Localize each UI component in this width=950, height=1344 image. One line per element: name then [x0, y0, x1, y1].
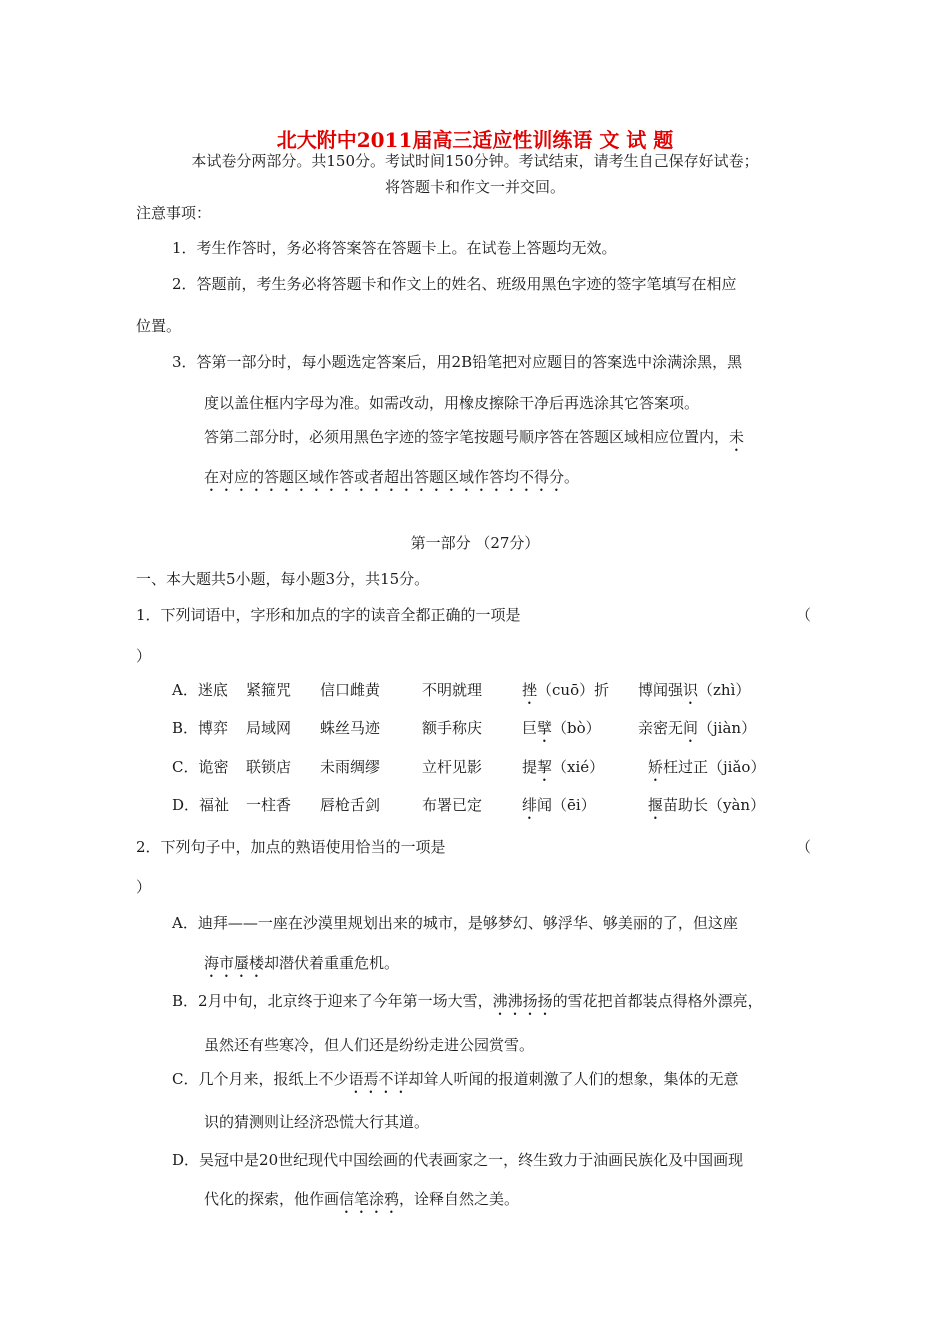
- answer-bracket-open: （: [796, 606, 812, 624]
- sentence-rest: ，诠释自然之美。: [399, 1190, 520, 1208]
- option-label: A．迷底: [172, 681, 228, 699]
- option-word-rest: 苗助长（yàn）: [663, 796, 766, 814]
- option-word-rest: 枉过正（jiǎo）: [663, 758, 766, 776]
- question-2-option-c-line-1: [172, 1069, 739, 1097]
- emphasis-dot-text: 绯: [522, 796, 538, 814]
- emphasis-dot-text: 挈: [537, 758, 553, 776]
- option-word: [522, 680, 609, 708]
- option-label: B．博弈: [172, 719, 229, 737]
- option-word: [522, 718, 601, 746]
- option-word-part: 博闻强: [638, 681, 684, 699]
- note-item-2-line-2: 位置。: [136, 317, 182, 335]
- sentence-rest: 却耸人听闻的报道刺激了人们的想象，集体的无意: [408, 1070, 739, 1088]
- option-word: 一柱香: [246, 796, 292, 814]
- note-item-3-line-3-text: 答第二部分时，必须用黑色字迹的签字笔按题号顺序答在答题区域相应位置内，: [204, 428, 730, 446]
- emphasis-dot-text: 沸沸扬扬: [492, 992, 553, 1010]
- emphasis-dot-text: 揠: [648, 796, 664, 814]
- option-label: C．诡密: [172, 758, 229, 776]
- option-word-rest: （jiàn）: [698, 719, 757, 737]
- question-2-option-c-line-2: 识的猜测则让经济恐慌大行其道。: [204, 1113, 430, 1131]
- option-word: [648, 795, 765, 823]
- period: 。: [564, 468, 580, 486]
- note-item-3-line-4: [204, 467, 579, 495]
- option-word: 联锁店: [246, 758, 292, 776]
- question-2-stem: 2．下列句子中，加点的熟语使用恰当的一项是: [136, 838, 446, 856]
- answer-bracket-close: ）: [136, 647, 152, 665]
- sentence-rest: 却潜伏着重重危机。: [264, 954, 400, 972]
- emphasis-dot-text: 语焉不详: [348, 1070, 409, 1088]
- option-word-part: 提: [522, 758, 538, 776]
- option-word: 未雨绸缪: [320, 758, 381, 776]
- emphasis-dot-text: 间: [683, 719, 699, 737]
- emphasis-dot-text: 未: [729, 428, 745, 446]
- option-word: [638, 718, 756, 746]
- option-word-rest: （zhì）: [698, 681, 751, 699]
- option-word: [522, 757, 604, 785]
- intro-line-2: 将答题卡和作文一并交回。: [384, 178, 565, 196]
- question-2-option-d-line-2: [204, 1189, 519, 1217]
- question-1-stem: 1．下列词语中，字形和加点的字的读音全都正确的一项是: [136, 606, 521, 624]
- question-2-option-d-line-1: D．吴冠中是20世纪现代中国绘画的代表画家之一，终生致力于油画民族化及中国画现: [172, 1151, 744, 1169]
- note-item-3-line-1: 3．答第一部分时，每小题选定答案后，用2B铅笔把对应题目的答案选中涂满涂黑，黑: [172, 353, 743, 371]
- section-heading: 一、本大题共5小题，每小题3分，共15分。: [136, 570, 430, 588]
- sentence-part: 代化的探索，他作画: [204, 1190, 340, 1208]
- emphasis-dot-text: 擘: [537, 719, 553, 737]
- intro-line-1: 本试卷分两部分。共150分。考试时间150分钟。考试结束，请考生自己保存好试卷；: [191, 152, 759, 170]
- option-word-part: 亲密无: [638, 719, 684, 737]
- notes-heading: 注意事项：: [136, 204, 212, 222]
- option-word: 紧箍咒: [246, 681, 292, 699]
- option-word: [522, 795, 596, 823]
- option-word: 蛛丝马迹: [320, 719, 381, 737]
- option-word-part: 巨: [522, 719, 538, 737]
- sentence-rest: 的雪花把首都装点得格外漂亮，: [552, 992, 763, 1010]
- emphasis-dot-text: 在对应的答题区域作答或者超出答题区域作答均不得分: [204, 468, 565, 486]
- answer-bracket-close: ）: [136, 878, 152, 896]
- option-word-rest: 闻（ēi）: [537, 796, 596, 814]
- emphasis-dot-text: 海市蜃楼: [204, 954, 265, 972]
- question-2-option-a-line-2: [204, 953, 399, 981]
- part1-heading: 第一部分 （27分）: [410, 534, 540, 552]
- option-word: 唇枪舌剑: [320, 796, 381, 814]
- option-word-rest: （xié）: [552, 758, 605, 776]
- exam-title: 北大附中2011届高三适应性训练语 文 试 题: [276, 128, 674, 152]
- option-word: 布署已定: [422, 796, 483, 814]
- sentence-part: C．几个月来，报纸上不少: [172, 1070, 349, 1088]
- option-word: 信口雌黄: [320, 681, 381, 699]
- option-word: 不明就理: [422, 681, 483, 699]
- emphasis-dot-text: 信笔涂鸦: [339, 1190, 400, 1208]
- note-item-3-line-2: 度以盖住框内字母为准。如需改动，用橡皮擦除干净后再选涂其它答案项。: [204, 394, 700, 412]
- option-word: [638, 680, 750, 708]
- option-word-rest: （bò）: [552, 719, 601, 737]
- option-word: 立杆见影: [422, 758, 483, 776]
- answer-bracket-open: （: [796, 838, 812, 856]
- emphasis-dot-text: 矫: [648, 758, 664, 776]
- option-word: 额手称庆: [422, 719, 483, 737]
- emphasis-dot-text: 识: [683, 681, 699, 699]
- note-item-2-line-1: 2．答题前，考生务必将答题卡和作文上的姓名、班级用黑色字迹的签字笔填写在相应: [172, 275, 737, 293]
- emphasis-dot-text: 挫: [522, 681, 538, 699]
- question-2-option-b-line-2: 虽然还有些寒冷，但人们还是纷纷走进公园赏雪。: [204, 1036, 535, 1054]
- question-2-option-a-line-1: A．迪拜——一座在沙漠里规划出来的城市，是够梦幻、够浮华、够美丽的了，但这座: [172, 914, 738, 932]
- note-item-1: 1．考生作答时，务必将答案答在答题卡上。在试卷上答题均无效。: [172, 239, 617, 257]
- option-word: [648, 757, 765, 785]
- option-word: 局域网: [246, 719, 292, 737]
- sentence-part: B．2月中旬，北京终于迎来了今年第一场大雪，: [172, 992, 493, 1010]
- option-word-rest: （cuō）折: [537, 681, 610, 699]
- option-label: D．福祉: [172, 796, 230, 814]
- question-2-option-b-line-1: [172, 991, 763, 1019]
- note-item-3-line-3: [204, 427, 744, 455]
